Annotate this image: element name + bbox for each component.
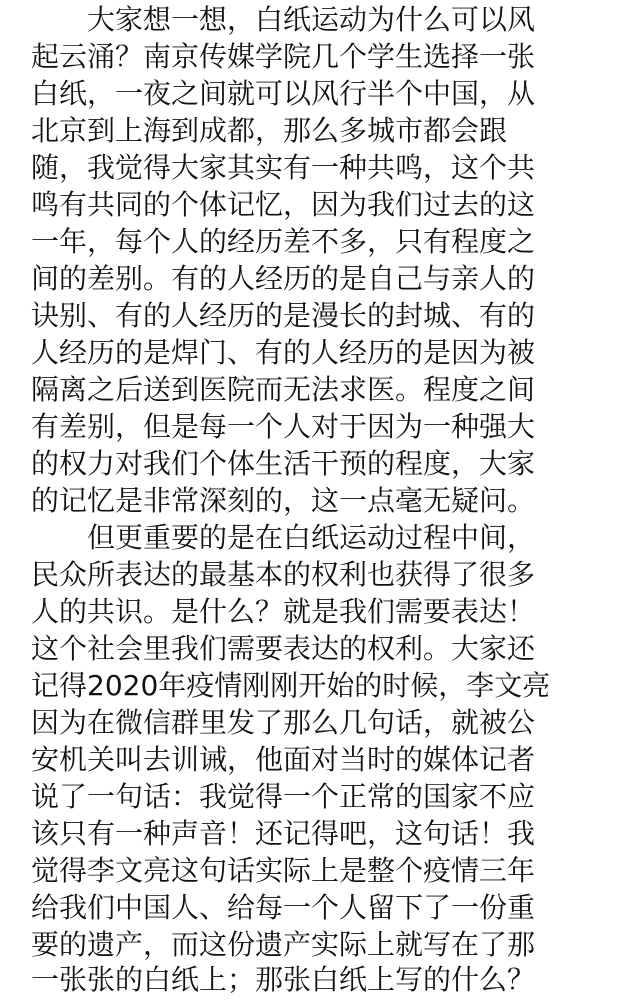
text-line: 的权力对我们个体生活干预的程度，大家 xyxy=(31,447,536,480)
text-line: 的记忆是非常深刻的，这一点毫无疑问。 xyxy=(31,484,536,517)
text-line: 北京到上海到成都，那么多城市都会跟 xyxy=(31,114,508,147)
text-line: 安机关叫去训诫，他面对当时的媒体记者 xyxy=(31,743,536,776)
text-line: 给我们中国人、给每一个人留下了一份重 xyxy=(31,891,536,924)
text-line: 觉得李文亮这句话实际上是整个疫情三年 xyxy=(31,854,536,887)
text-line: 因为在微信群里发了那么几句话，就被公 xyxy=(31,706,536,739)
text-line: 一张张的白纸上；那张白纸上写的什么？ xyxy=(31,963,536,996)
text-line: 大家想一想，白纸运动为什么可以风 xyxy=(31,3,536,36)
text-line: 说了一句话：我觉得一个正常的国家不应 xyxy=(31,780,536,813)
text-line: 隔离之后送到医院而无法求医。程度之间 xyxy=(31,373,536,406)
text-line: 起云涌？南京传媒学院几个学生选择一张 xyxy=(31,40,536,73)
text-line: 有差别，但是每一个人对于因为一种强大 xyxy=(31,410,536,443)
text-line: 白纸，一夜之间就可以风行半个中国，从 xyxy=(31,77,536,110)
text-line: 随，我觉得大家其实有一种共鸣，这个共 xyxy=(31,151,536,184)
text-line: 鸣有共同的个体记忆，因为我们过去的这 xyxy=(31,188,536,221)
text-line: 间的差别。有的人经历的是自己与亲人的 xyxy=(31,262,536,295)
text-line: 一年，每个人的经历差不多，只有程度之 xyxy=(31,225,536,258)
text-line: 该只有一种声音！还记得吧，这句话！我 xyxy=(31,817,536,850)
text-line: 诀别、有的人经历的是漫长的封城、有的 xyxy=(31,299,536,332)
text-line: 人经历的是焊门、有的人经历的是因为被 xyxy=(31,336,536,369)
text-line: 要的遗产，而这份遗产实际上就写在了那 xyxy=(31,928,536,961)
text-line: 人的共识。是什么？就是我们需要表达！ xyxy=(31,595,536,628)
text-line: 这个社会里我们需要表达的权利。大家还 xyxy=(31,632,536,665)
text-line: 但更重要的是在白纸运动过程中间， xyxy=(31,521,536,554)
text-line: 民众所表达的最基本的权利也获得了很多 xyxy=(31,558,536,591)
text-line: 记得2020年疫情刚刚开始的时候，李文亮 xyxy=(31,669,551,702)
